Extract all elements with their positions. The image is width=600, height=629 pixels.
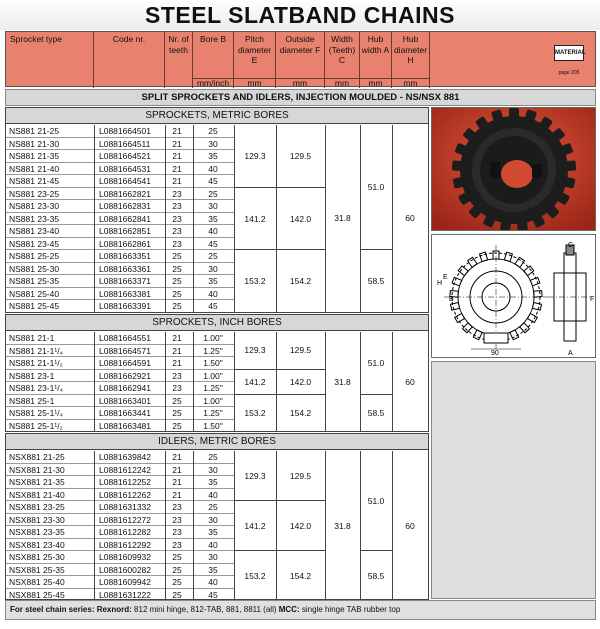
cell-teeth: 21 [172, 126, 182, 136]
cell-teeth: 25 [172, 301, 182, 311]
cell-bore: 25 [208, 126, 218, 136]
table-row [6, 476, 234, 489]
cell-code: L0881663401 [99, 395, 152, 406]
cell-bore: 1.50" [203, 358, 223, 368]
cell-bore: 40 [208, 489, 218, 500]
drawing-label-a: A [568, 350, 573, 357]
table-row [6, 357, 234, 370]
table-row [6, 250, 234, 263]
cell-code: L0881664501 [99, 126, 152, 136]
cell-teeth: 25 [172, 288, 182, 299]
metric-sprockets-table [5, 107, 429, 313]
column-divider [94, 332, 95, 432]
cell-type: NSX881 23-25 [9, 502, 65, 512]
hub-width-value: 58.5 [367, 407, 385, 418]
outside-diameter-value: 142.0 [289, 376, 312, 387]
table-header [5, 31, 596, 87]
cell-code: L0881663391 [99, 301, 152, 311]
cell-teeth: 23 [172, 527, 182, 537]
cell-teeth: 21 [172, 452, 182, 462]
group-divider [360, 394, 392, 395]
pitch-diameter-value: 129.3 [244, 471, 266, 481]
cell-teeth: 23 [172, 213, 182, 224]
cell-type: NS881 21-1¹/₂ [9, 358, 63, 368]
cell-bore: 45 [208, 589, 218, 600]
drawing-label-h: H [437, 280, 443, 287]
table-row [6, 225, 234, 238]
cell-type: NS881 23-35 [9, 213, 60, 224]
outside-diameter-value: 142.0 [289, 521, 312, 531]
table-row [6, 551, 234, 564]
header-pitch-diameter: Pitch diameter E mm [234, 32, 276, 88]
cell-teeth: 23 [172, 201, 182, 211]
cell-teeth: 25 [172, 251, 182, 261]
cell-teeth: 23 [172, 514, 182, 525]
outside-diameter-value: 129.5 [289, 345, 312, 355]
cell-code: L0881664571 [99, 345, 152, 356]
cell-bore: 35 [208, 213, 218, 224]
cell-type: NSX881 21-35 [9, 477, 65, 487]
cell-teeth: 21 [172, 489, 182, 500]
drawing-label-e: E [443, 274, 448, 281]
outside-diameter-value: 154.2 [289, 276, 312, 286]
cell-teeth: 25 [172, 395, 182, 406]
cell-bore: 1.25" [203, 345, 223, 356]
pitch-diameter-value: 141.2 [244, 376, 266, 387]
hub-diameter-value: 60 [405, 377, 415, 387]
cell-bore: 35 [208, 477, 218, 487]
cell-teeth: 21 [172, 358, 182, 368]
cell-type: NSX881 25-40 [9, 577, 65, 587]
table-row [6, 501, 234, 514]
cell-code: L0881631332 [99, 502, 152, 512]
cell-teeth: 23 [172, 539, 182, 550]
cell-code: L0881664541 [99, 176, 152, 186]
cell-type: NSX881 23-35 [9, 527, 65, 537]
cell-teeth: 23 [172, 238, 182, 249]
table-row [6, 263, 234, 276]
cell-type: NSX881 23-30 [9, 514, 65, 525]
cell-teeth: 25 [172, 577, 182, 587]
cell-type: NS881 21-40 [9, 163, 60, 174]
page-reference: page 205 [558, 70, 580, 76]
header-nr-teeth: Nr. of teeth [165, 32, 193, 88]
cell-bore: 1.25" [203, 408, 223, 418]
cell-bore: 30 [208, 138, 218, 149]
table-row [6, 526, 234, 539]
cell-code: L0881612252 [99, 477, 152, 487]
cell-code: L0881612242 [99, 464, 152, 475]
width-value: 31.8 [334, 377, 351, 387]
cell-teeth: 23 [172, 226, 182, 236]
cell-type: NS881 25-1¹/₄ [9, 408, 64, 418]
cell-type: NS881 23-40 [9, 226, 60, 236]
cell-bore: 40 [208, 539, 218, 550]
outside-diameter-value: 154.2 [289, 407, 312, 418]
cell-teeth: 21 [172, 477, 182, 487]
section-title: SPROCKETS, METRIC BORES [6, 108, 428, 124]
drawing-label-c: C [568, 242, 574, 249]
hub-width-value: 58.5 [367, 276, 385, 286]
cell-bore: 45 [208, 176, 218, 186]
cell-teeth: 23 [172, 188, 182, 199]
cell-code: L0881663441 [99, 408, 152, 418]
table-row [6, 332, 234, 345]
cell-type: NSX881 25-30 [9, 552, 65, 562]
cell-bore: 25 [208, 251, 218, 261]
cell-bore: 30 [208, 552, 218, 562]
table-row [6, 138, 234, 151]
table-row [6, 175, 234, 188]
cell-bore: 40 [208, 577, 218, 587]
table-row [6, 238, 234, 251]
cell-type: NS881 21-1¹/₄ [9, 345, 64, 356]
pitch-diameter-value: 141.2 [244, 213, 266, 224]
cell-bore: 35 [208, 564, 218, 575]
cell-type: NSX881 21-40 [9, 489, 65, 500]
cell-bore: 45 [208, 301, 218, 311]
outside-diameter-value: 129.5 [289, 471, 312, 481]
material-badge: MATERIAL [554, 45, 584, 61]
cell-teeth: 25 [172, 552, 182, 562]
cell-type: NSX881 23-40 [9, 539, 65, 550]
cell-type: NS881 21-1 [9, 333, 55, 343]
outside-diameter-value: 154.2 [289, 571, 312, 581]
cell-bore: 1.00" [203, 333, 223, 343]
pitch-diameter-value: 129.3 [244, 345, 266, 355]
cell-bore: 1.25" [203, 383, 223, 393]
column-divider [165, 451, 166, 600]
drawing-label-dim: 90 [491, 350, 499, 357]
table-row [6, 345, 234, 358]
cell-code: L0881664551 [99, 333, 152, 343]
cell-code: L0881662851 [99, 226, 152, 236]
page-title: STEEL SLATBAND CHAINS [0, 0, 600, 30]
table-row [6, 576, 234, 589]
section-subtitle: SPLIT SPROCKETS AND IDLERS, INJECTION MOULDED - NS/NSX 881 [5, 89, 596, 106]
cell-type: NS881 23-45 [9, 238, 60, 249]
cell-code: L0881612282 [99, 527, 152, 537]
outside-diameter-value: 129.5 [289, 151, 312, 161]
cell-teeth: 25 [172, 589, 182, 600]
cell-type: NS881 25-45 [9, 301, 60, 311]
footer-note: For steel chain series: Rexnord: 812 mini hinge, 812-TAB, 881, 8811 (all) MCC: single hinge TAB rubber top [5, 600, 596, 620]
hub-width-value: 58.5 [367, 571, 385, 581]
cell-bore: 30 [208, 514, 218, 525]
cell-type: NSX881 21-25 [9, 452, 65, 462]
cell-teeth: 25 [172, 408, 182, 418]
cell-type: NS881 23-30 [9, 201, 60, 211]
width-value: 31.8 [334, 521, 351, 531]
column-divider [193, 332, 194, 432]
column-divider [165, 125, 166, 313]
column-divider [94, 451, 95, 600]
table-row [6, 564, 234, 577]
cell-type: NS881 23-1¹/₄ [9, 383, 64, 393]
table-row [6, 407, 234, 420]
cell-code: L0881664531 [99, 163, 152, 174]
outside-diameter-value: 142.0 [289, 213, 312, 224]
cell-bore: 25 [208, 452, 218, 462]
hub-diameter-value: 60 [405, 213, 415, 223]
cell-code: L0881612272 [99, 514, 152, 525]
cell-code: L0881662861 [99, 238, 152, 249]
cell-type: NS881 25-25 [9, 251, 60, 261]
cell-code: L0881663381 [99, 288, 152, 299]
table-row [6, 514, 234, 527]
table-row [6, 489, 234, 502]
cell-code: L0881609942 [99, 577, 152, 587]
cell-teeth: 23 [172, 370, 182, 381]
cell-type: NS881 25-35 [9, 276, 60, 286]
hub-diameter-value: 60 [405, 521, 415, 531]
column-divider [94, 125, 95, 313]
pitch-diameter-value: 129.3 [244, 151, 266, 161]
cell-type: NSX881 25-45 [9, 589, 65, 600]
cell-teeth: 21 [172, 163, 182, 174]
drawing-label-f: F [590, 296, 595, 303]
cell-bore: 30 [208, 201, 218, 211]
column-divider [165, 332, 166, 432]
cell-code: L0881662921 [99, 370, 152, 381]
table-row [6, 589, 234, 601]
cell-teeth: 21 [172, 138, 182, 149]
header-bore: Bore B mm/inch [193, 32, 234, 88]
cell-teeth: 21 [172, 151, 182, 161]
cell-type: NS881 21-45 [9, 176, 60, 186]
cell-teeth: 25 [172, 564, 182, 575]
hub-width-value: 51.0 [367, 496, 385, 506]
cell-bore: 40 [208, 163, 218, 174]
technical-drawing [431, 234, 596, 358]
table-row [6, 288, 234, 301]
cell-type: NS881 25-40 [9, 288, 60, 299]
cell-code: L0881612292 [99, 539, 152, 550]
cell-bore: 30 [208, 464, 218, 475]
cell-code: L0881662821 [99, 188, 152, 199]
group-divider [360, 550, 392, 551]
cell-teeth: 25 [172, 420, 182, 431]
table-row [6, 275, 234, 288]
blank-panel [431, 361, 596, 599]
cell-teeth: 23 [172, 502, 182, 512]
cell-type: NS881 25-30 [9, 263, 60, 274]
group-divider [234, 431, 325, 432]
cell-type: NS881 25-1 [9, 395, 55, 406]
hub-width-value: 51.0 [367, 358, 385, 368]
table-row [6, 370, 234, 383]
sprocket-photo [431, 107, 596, 231]
idlers-table [5, 433, 429, 600]
table-row [6, 539, 234, 552]
cell-bore: 40 [208, 288, 218, 299]
cell-code: L0881664511 [99, 138, 151, 149]
table-row [6, 200, 234, 213]
cell-code: L0881639842 [99, 452, 152, 462]
group-divider [360, 249, 392, 250]
header-width: Width (Teeth) C mm [325, 32, 360, 88]
pitch-diameter-value: 153.2 [244, 407, 266, 418]
cell-bore: 1.00" [203, 395, 223, 406]
cell-code: L0881609932 [99, 552, 152, 562]
cell-code: L0881664591 [99, 358, 152, 368]
header-hub-width: Hub width A mm [360, 32, 392, 88]
cell-bore: 1.50" [203, 420, 223, 431]
table-row [6, 188, 234, 201]
cell-type: NS881 23-25 [9, 188, 60, 199]
table-row [6, 300, 234, 313]
cell-teeth: 25 [172, 263, 182, 274]
header-hub-diameter: Hub diameter H mm [392, 32, 430, 88]
cell-type: NS881 23-1 [9, 370, 55, 381]
table-row [6, 125, 234, 138]
cell-bore: 35 [208, 276, 218, 286]
table-row [6, 420, 234, 433]
cell-teeth: 21 [172, 176, 182, 186]
cell-type: NS881 21-30 [9, 138, 60, 149]
cell-code: L0881631222 [99, 589, 152, 600]
column-divider [193, 451, 194, 600]
cell-code: L0881663481 [99, 420, 152, 431]
width-value: 31.8 [334, 213, 351, 223]
cell-bore: 35 [208, 151, 218, 161]
inch-sprockets-table [5, 314, 429, 432]
group-divider [234, 312, 325, 313]
cell-code: L0881662841 [99, 213, 152, 224]
cell-teeth: 25 [172, 276, 182, 286]
cell-bore: 1.00" [203, 370, 223, 381]
section-title: IDLERS, METRIC BORES [6, 434, 428, 450]
cell-code: L0881600282 [99, 564, 152, 575]
cell-code: L0881663361 [99, 263, 152, 274]
cell-teeth: 23 [172, 383, 182, 393]
cell-type: NSX881 25-35 [9, 564, 65, 575]
section-title: SPROCKETS, INCH BORES [6, 315, 428, 331]
cell-code: L0881612262 [99, 489, 152, 500]
cell-teeth: 21 [172, 333, 182, 343]
table-row [6, 464, 234, 477]
cell-code: L0881663371 [99, 276, 152, 286]
cell-bore: 35 [208, 527, 218, 537]
cell-teeth: 21 [172, 464, 182, 475]
cell-code: L0881662831 [99, 201, 152, 211]
cell-type: NS881 21-35 [9, 151, 60, 161]
cell-teeth: 21 [172, 345, 182, 356]
drawing-label-b: B [449, 296, 454, 303]
cell-bore: 45 [208, 238, 218, 249]
column-divider [193, 125, 194, 313]
header-sprocket-type: Sprocket type [6, 32, 94, 88]
table-row [6, 382, 234, 395]
cell-bore: 40 [208, 226, 218, 236]
cell-code: L0881664521 [99, 151, 152, 161]
cell-code: L0881663351 [99, 251, 152, 261]
table-row [6, 395, 234, 408]
table-row [6, 451, 234, 464]
cell-type: NS881 21-25 [9, 126, 60, 136]
cell-bore: 25 [208, 188, 218, 199]
header-code-nr: Code nr. [94, 32, 165, 88]
cell-type: NS881 25-1¹/₂ [9, 420, 63, 431]
cell-bore: 25 [208, 502, 218, 512]
table-row [6, 150, 234, 163]
pitch-diameter-value: 141.2 [244, 521, 266, 531]
table-row [6, 163, 234, 176]
pitch-diameter-value: 153.2 [244, 276, 266, 286]
pitch-diameter-value: 153.2 [244, 571, 266, 581]
cell-code: L0881662941 [99, 383, 152, 393]
hub-width-value: 51.0 [367, 182, 385, 192]
header-outside-diameter: Outside diameter F mm [276, 32, 325, 88]
cell-type: NSX881 21-30 [9, 464, 65, 475]
table-row [6, 213, 234, 226]
cell-bore: 30 [208, 263, 218, 274]
